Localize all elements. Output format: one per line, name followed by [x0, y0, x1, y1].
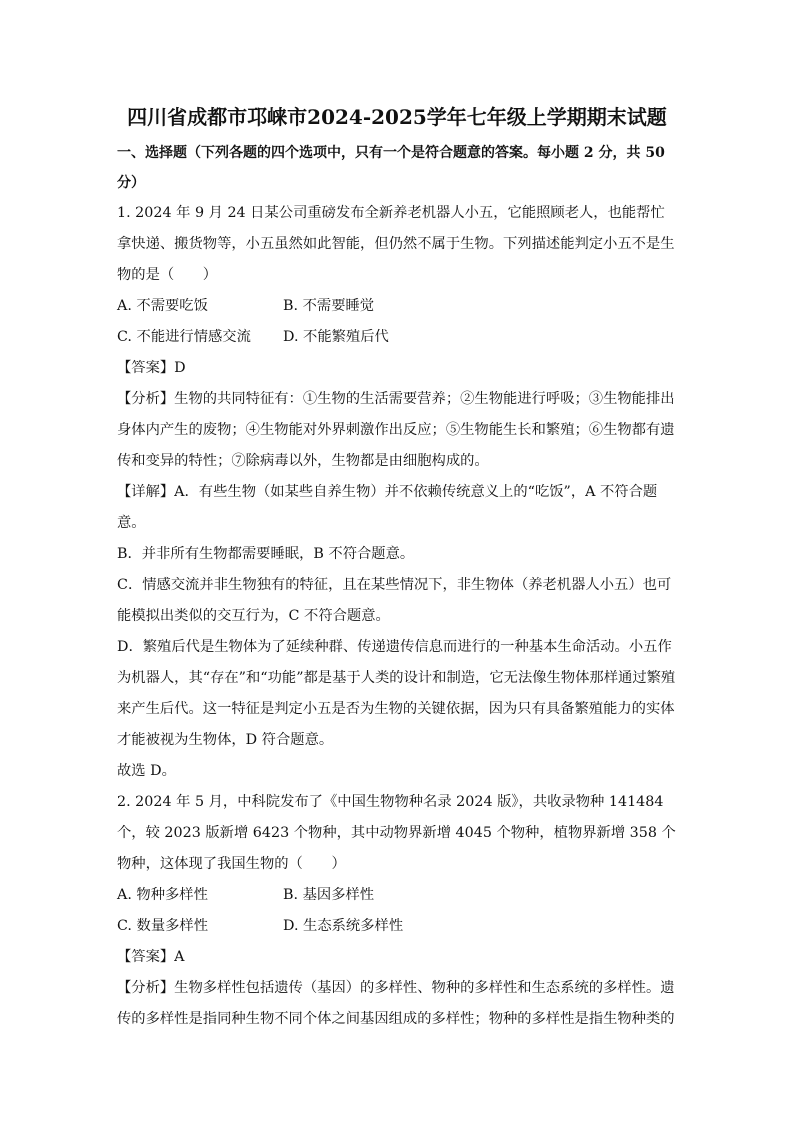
q2-option-c: C. 数量多样性 [117, 918, 209, 934]
page-title: 四川省成都市邛崃市2024-2025学年七年级上学期期末试题 [127, 105, 667, 129]
q1-option-c: C. 不能进行情感交流 [117, 329, 251, 345]
question-1-stem: 1. 2024 年 9 月 24 日某公司重磅发布全新养老机器人小五，它能照顾老人，也能帮忙拿快递、搬货物等，小五虽然如此智能，但仍然不属于生物。下列描述能判定小五不是生物的是（ ） [117, 205, 675, 283]
question-2-stem: 2. 2024 年 5 月，中科院发布了《中国生物物种名录 2024 版》，共收录物种 141484 个，较 2023 版新增 6423 个物种，其中动物界新增 4045 个物种，植物界新增 358 个物种，这体现了我国生物的（ ） [117, 794, 676, 872]
question-1-options-row-2 [117, 322, 677, 353]
q2-option-d: D. 生态系统多样性 [283, 918, 404, 934]
question-1-detail-b: B．并非所有生物都需要睡眠，B 不符合题意。 [117, 546, 415, 562]
question-1-analysis: 【分析】生物的共同特征有：①生物的生活需要营养；②生物能进行呼吸；③生物能排出身体内产生的废物；④生物能对外界刺激作出反应；⑤生物能生长和繁殖；⑥生物都有遗传和变异的特性；⑦除病毒以外，生物都是由细胞构成的。 [117, 391, 675, 469]
question-2-answer: 【答案】A [117, 949, 185, 965]
question-1-options-row-1 [117, 291, 677, 322]
question-1-detail-a: 【详解】A．有些生物（如某些自养生物）并不依赖传统意义上的“吃饭”，A 不符合题意。 [117, 484, 658, 531]
q2-option-b: B. 基因多样性 [283, 887, 375, 903]
question-1-detail-d: D．繁殖后代是生物体为了延续种群、传递遗传信息而进行的一种基本生命活动。小五作为机器人，其“存在”和“功能”都是基于人类的设计和制造，它无法像生物体那样通过繁殖来产生后代。这一特征是判定小五是否为生物的关键依据，因为只有具备繁殖能力的实体才能被视为生物体，D 符合题意。 [117, 639, 676, 748]
question-1-detail-c: C．情感交流并非生物独有的特征，且在某些情况下，非生物体（养老机器人小五）也可能模拟出类似的交互行为，C 不符合题意。 [117, 577, 672, 624]
question-1-conclusion: 故选 D。 [117, 763, 176, 779]
q1-option-a: A. 不需要吃饭 [117, 298, 208, 314]
document-body [117, 100, 677, 1035]
q1-option-b: B. 不需要睡觉 [283, 298, 375, 314]
q2-option-a: A. 物种多样性 [117, 887, 208, 903]
question-1-answer: 【答案】D [117, 360, 186, 376]
section-heading: 一、选择题（下列各题的四个选项中，只有一个是符合题意的答案。每小题 2 分，共 50 分） [117, 145, 665, 191]
q1-option-d: D. 不能繁殖后代 [283, 329, 389, 345]
question-2-options-row-2 [117, 911, 677, 942]
question-2-analysis: 【分析】生物多样性包括遗传（基因）的多样性、物种的多样性和生态系统的多样性。遗传的多样性是指同种生物不同个体之间基因组成的多样性；物种的多样性是指生物种类的 [117, 980, 675, 1027]
question-2-options-row-1 [117, 880, 677, 911]
